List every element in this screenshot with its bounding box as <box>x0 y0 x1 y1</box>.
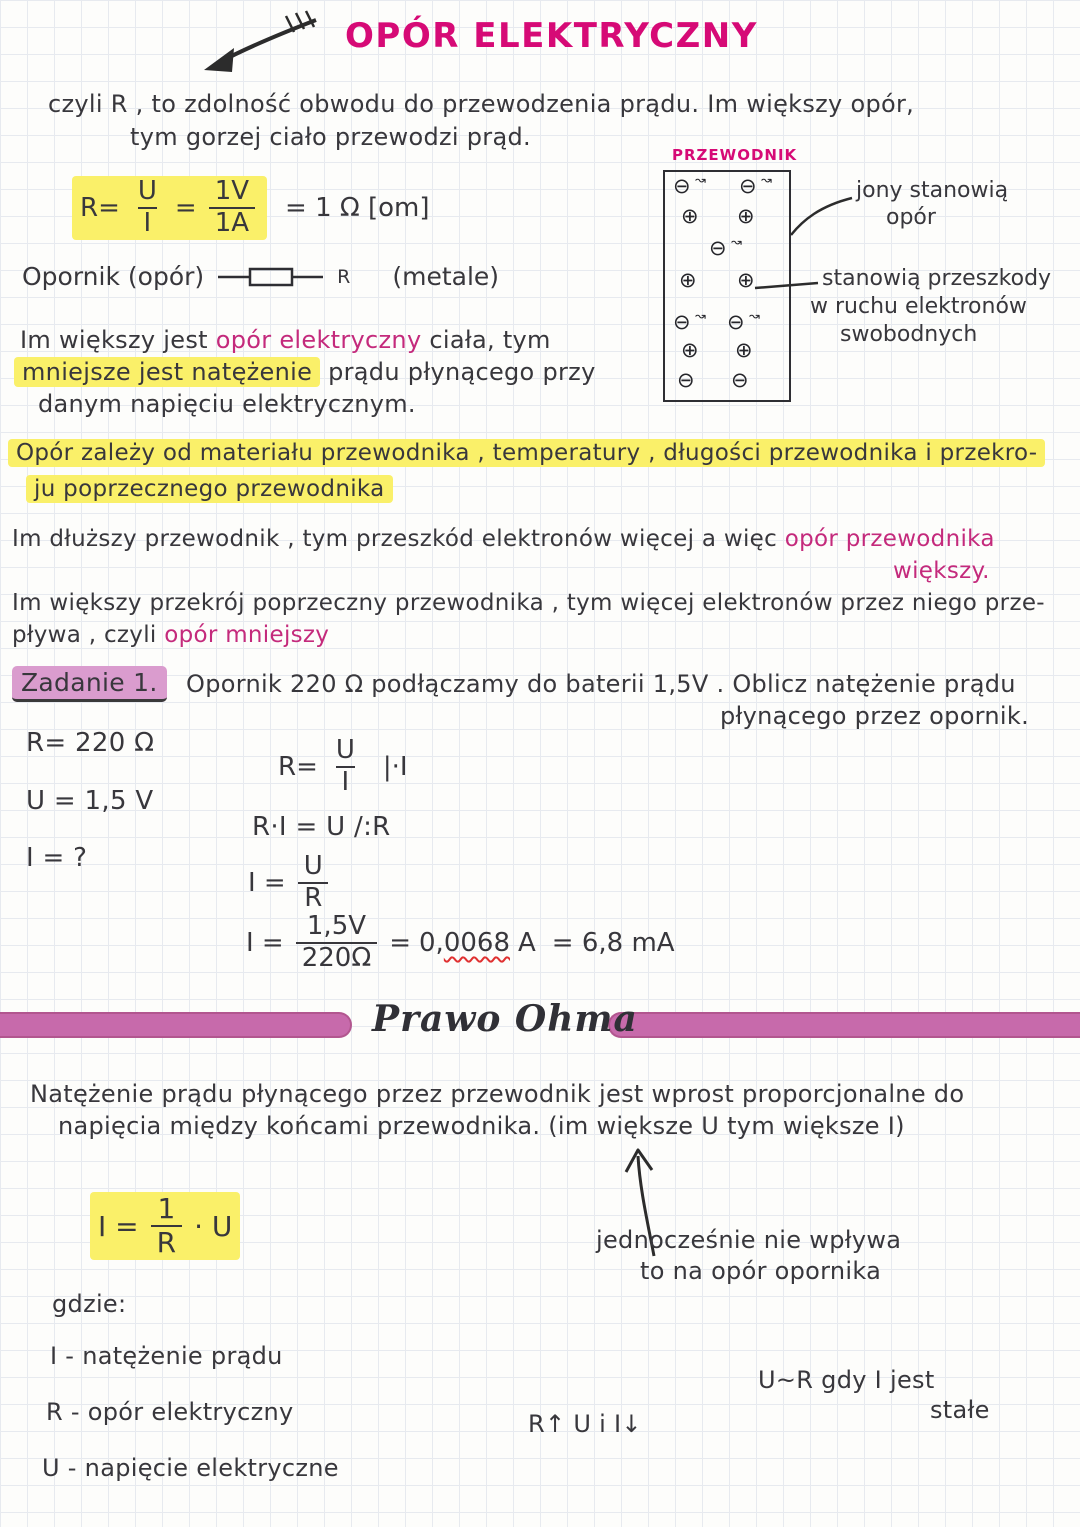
paragraph-cross-line-2 <box>12 622 329 648</box>
charge-symbol: ⊕ <box>679 268 697 292</box>
charge-symbol: ⊕ <box>681 204 699 228</box>
result-prefix: 0, <box>419 927 444 958</box>
result-milliamps: = 6,8 mA <box>551 927 675 958</box>
step-lhs: R= <box>278 751 318 782</box>
resistance-formula <box>72 176 430 240</box>
accent-text: opór przewodnika <box>784 526 995 552</box>
motion-arrow-icon: ↝ <box>749 309 760 324</box>
fraction-denominator: I <box>138 207 158 239</box>
annotation-obstacles-1: stanowią przeszkody <box>822 266 1052 291</box>
motion-arrow-icon: ↝ <box>695 309 706 324</box>
fraction-1v-1a <box>209 177 255 239</box>
side-note-line-2: stałe <box>930 1396 990 1424</box>
fraction-denominator: 1A <box>209 207 255 239</box>
ohm-bar-left <box>0 1012 352 1038</box>
paragraph-resistance-line-1 <box>20 326 551 354</box>
intro-line-1: czyli R , to zdolność obwodu do przewodzenia prądu. Im większy opór, <box>48 90 915 118</box>
task-label: Zadanie 1. <box>12 666 167 702</box>
definition-current: I - natężenie prądu <box>50 1342 283 1370</box>
formula-rhs: = 1 Ω [om] <box>285 192 430 223</box>
charge-symbol: ⊖ <box>731 368 749 392</box>
ohm-bar-right <box>608 1012 1080 1038</box>
highlighted-text: mniejsze jest natężenie <box>14 357 320 387</box>
text-segment: prądu płynącego przy <box>320 358 596 386</box>
fraction-numerator: U <box>137 176 157 206</box>
result-unit: A <box>518 927 536 958</box>
ohm-formula <box>90 1192 240 1260</box>
paragraph-length-line-2: większy. <box>893 558 990 584</box>
step-lhs: I = <box>248 867 286 898</box>
charge-symbol: ⊖ <box>673 310 691 334</box>
ohm-heading: Prawo Ohma <box>372 998 638 1040</box>
page-title: OPÓR ELEKTRYCZNY <box>345 16 758 56</box>
fraction-denominator: I <box>336 766 356 798</box>
resistor-line <box>22 262 499 291</box>
charge-symbol: ⊖ <box>739 174 757 198</box>
charge-symbol: ⊕ <box>737 268 755 292</box>
charge-symbol: ⊕ <box>735 338 753 362</box>
charge-symbol: ⊕ <box>681 338 699 362</box>
highlighted-text: ju poprzecznego przewodnika <box>26 475 393 503</box>
side-note-line-3: R↑ U i I↓ <box>528 1410 642 1438</box>
where-label: gdzie: <box>52 1290 127 1318</box>
ohm-formula-highlight <box>90 1192 240 1260</box>
annotation-ions-1: jony stanowią <box>856 178 1009 203</box>
resistor-label: Opornik (opór) <box>22 262 205 291</box>
paragraph-length-line-1 <box>12 526 995 552</box>
accent-text: opór mniejszy <box>164 622 330 648</box>
highlight-block-line-1 <box>8 440 1045 466</box>
given-voltage: U = 1,5 V <box>26 786 154 816</box>
fraction-denominator: R <box>298 882 328 914</box>
motion-arrow-icon: ↝ <box>695 173 706 188</box>
fraction-numerator: U <box>303 851 323 881</box>
given-current: I = ? <box>26 843 88 873</box>
ohm-paragraph-line-1: Natężenie prądu płynącego przez przewodnik jest wprost proporcjonalne do <box>30 1080 965 1108</box>
text-segment: ciała, tym <box>421 326 551 354</box>
annotation-obstacles-2: w ruchu elektronów <box>810 294 1027 319</box>
fraction-result <box>296 912 378 974</box>
highlighted-text: Opór zależy od materiału przewodnika , temperatury , długości przewodnika i przekro- <box>8 439 1045 467</box>
text-segment: Im większy jest <box>20 326 216 354</box>
fraction-u-r <box>298 852 329 914</box>
paragraph-cross-line-1: Im większy przekrój poprzeczny przewodnika , tym więcej elektronów przez niego prze- <box>12 590 1045 616</box>
paragraph-resistance-line-2 <box>14 358 596 386</box>
definition-resistance: R - opór elektryczny <box>46 1398 294 1426</box>
given-resistance: R= 220 Ω <box>26 728 155 758</box>
resistor-r-label: R <box>337 265 351 288</box>
conductor-title: PRZEWODNIK <box>672 146 798 164</box>
task-text-2: płynącego przez opornik. <box>720 702 1030 730</box>
text-segment: Im dłuższy przewodnik , tym przeszkód elektronów więcej a więc <box>12 526 785 552</box>
fraction-u-i <box>330 736 361 798</box>
charge-symbol: ⊖ <box>673 174 691 198</box>
result-value <box>419 928 510 958</box>
formula-lhs: I = <box>98 1209 139 1243</box>
task-label-wrap <box>12 668 167 697</box>
task-text-1: Opornik 220 Ω podłączamy do baterii 1,5V . Oblicz natężenie prądu <box>186 670 1016 698</box>
solution-step-4 <box>246 912 675 974</box>
result-squiggle: 0068 <box>443 927 510 958</box>
step-operation: |·I <box>382 751 408 782</box>
formula-rhs: · U <box>194 1209 233 1243</box>
title-arrow-icon <box>190 10 325 80</box>
fraction-numerator: 1,5V <box>306 911 367 941</box>
side-note-line-1: U~R gdy I jest <box>758 1366 935 1394</box>
fraction-numerator: 1 <box>157 1192 176 1225</box>
highlight-block-line-2 <box>26 476 393 502</box>
text-segment: pływa , czyli <box>12 622 165 648</box>
annotation-ions-2: opór <box>886 205 936 230</box>
ohm-note-line-1: jednocześnie nie wpływa <box>596 1226 902 1254</box>
motion-arrow-icon: ↝ <box>761 173 772 188</box>
fraction-numerator: 1V <box>214 176 250 206</box>
accent-text: opór elektryczny <box>215 326 422 354</box>
formula-equals: = <box>174 192 197 223</box>
fraction-numerator: U <box>335 735 355 765</box>
charge-symbol: ⊖ <box>727 310 745 334</box>
step-lhs: I = <box>246 927 284 958</box>
resistor-symbol-icon <box>218 265 323 289</box>
formula-lhs: R= <box>80 192 120 223</box>
definition-voltage: U - napięcie elektryczne <box>42 1454 339 1482</box>
resistance-formula-highlight <box>72 176 267 240</box>
resistor-note: (metale) <box>392 262 500 291</box>
fraction-1-r <box>151 1193 182 1259</box>
equals-sign: = <box>389 927 412 958</box>
intro-line-2: tym gorzej ciało przewodzi prąd. <box>130 123 531 151</box>
charge-symbol: ⊖ <box>709 236 727 260</box>
fraction-u-i <box>132 177 163 239</box>
annotation-obstacles-3: swobodnych <box>840 322 978 347</box>
ohm-paragraph-line-2: napięcia między końcami przewodnika. (im większe U tym większe I) <box>58 1112 905 1140</box>
paragraph-resistance-line-3: danym napięciu elektrycznym. <box>38 390 416 418</box>
solution-step-2: R·I = U /:R <box>252 812 391 842</box>
motion-arrow-icon: ↝ <box>731 235 742 250</box>
charge-symbol: ⊕ <box>737 204 755 228</box>
solution-step-1 <box>278 736 408 798</box>
charge-symbol: ⊖ <box>677 368 695 392</box>
solution-step-3 <box>248 852 333 914</box>
fraction-denominator: R <box>151 1225 182 1259</box>
ohm-note-line-2: to na opór opornika <box>640 1257 882 1285</box>
fraction-denominator: 220Ω <box>296 942 378 974</box>
